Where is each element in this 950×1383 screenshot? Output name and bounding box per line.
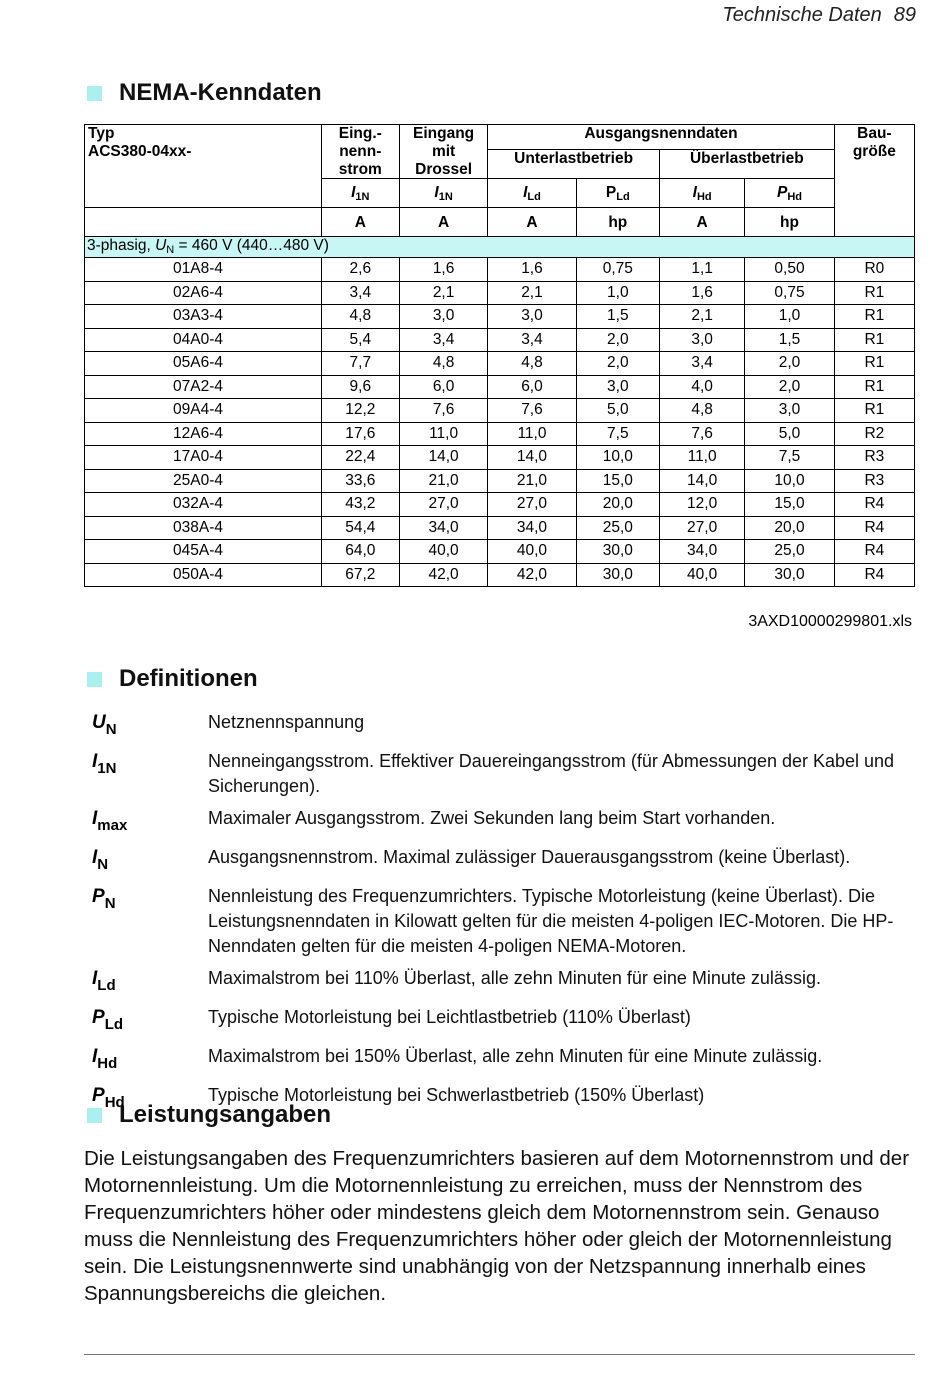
- row-type: 25A0-4: [85, 469, 322, 493]
- row-value: 14,0: [659, 469, 744, 493]
- row-value: 1,6: [659, 281, 744, 305]
- col-input-choke-label: Eingang mit Drossel: [413, 125, 475, 178]
- unit-cell: A: [488, 208, 576, 237]
- definition-item: [92, 710, 922, 742]
- sym-ild: [488, 179, 576, 208]
- col-frame-label: Bau-größe: [852, 125, 896, 160]
- row-value: 30,0: [576, 563, 659, 587]
- row-value: 14,0: [488, 446, 576, 470]
- sym-letter: I: [351, 183, 356, 201]
- definition-text: Ausgangsnennstrom. Maximal zulässiger Dauerausgangsstrom (keine Überlast).: [208, 847, 851, 867]
- row-type: 04A0-4: [85, 328, 322, 352]
- row-value: R1: [834, 375, 914, 399]
- group-suffix: = 460 V (440…480 V): [174, 237, 329, 255]
- table-row: [85, 305, 915, 329]
- definition-term: [92, 966, 208, 998]
- row-value: R3: [834, 469, 914, 493]
- row-value: 3,0: [488, 305, 576, 329]
- section-title-text: Leistungsangaben: [119, 1101, 332, 1128]
- row-value: 1,6: [488, 258, 576, 282]
- row-value: 1,0: [745, 305, 834, 329]
- sym-ihd: [659, 179, 744, 208]
- row-value: 1,0: [576, 281, 659, 305]
- header-title: Technische Daten: [722, 4, 882, 26]
- row-value: 42,0: [488, 563, 576, 587]
- row-value: 42,0: [399, 563, 487, 587]
- definition-text: Netznennspannung: [208, 712, 365, 732]
- row-value: R3: [834, 446, 914, 470]
- row-type: 07A2-4: [85, 375, 322, 399]
- row-value: 15,0: [745, 493, 834, 517]
- row-value: 7,6: [659, 422, 744, 446]
- row-type: 05A6-4: [85, 352, 322, 376]
- row-value: 0,50: [745, 258, 834, 282]
- definition-text: Typische Motorleistung bei Schwerlastbetrieb (150% Überlast): [208, 1085, 705, 1105]
- row-value: 0,75: [745, 281, 834, 305]
- definition-term: [92, 884, 208, 959]
- col-input-label: Eing.-nenn-strom: [338, 125, 382, 178]
- row-value: R4: [834, 540, 914, 564]
- footer-rule: [84, 1354, 915, 1355]
- row-value: 27,0: [659, 516, 744, 540]
- page-number: 89: [893, 4, 916, 26]
- row-value: R1: [834, 399, 914, 423]
- row-type: 045A-4: [85, 540, 322, 564]
- unit-cell: hp: [576, 208, 659, 237]
- definition-term: [92, 845, 208, 877]
- row-value: 2,0: [745, 352, 834, 376]
- row-value: 7,6: [399, 399, 487, 423]
- row-value: 64,0: [321, 540, 399, 564]
- row-value: 7,5: [576, 422, 659, 446]
- row-value: R4: [834, 563, 914, 587]
- group-sym-sub: N: [166, 244, 175, 257]
- definition-item: [92, 749, 922, 799]
- row-value: 3,0: [745, 399, 834, 423]
- sym-sub: Hd: [787, 190, 802, 203]
- row-value: 40,0: [659, 563, 744, 587]
- table-row: [85, 469, 915, 493]
- row-value: 11,0: [488, 422, 576, 446]
- row-value: 10,0: [745, 469, 834, 493]
- nema-table: [84, 124, 915, 587]
- row-value: 4,8: [659, 399, 744, 423]
- col-input-choke: [399, 125, 487, 179]
- definition-item: [92, 966, 922, 998]
- row-value: 40,0: [399, 540, 487, 564]
- row-value: 30,0: [745, 563, 834, 587]
- row-value: 25,0: [576, 516, 659, 540]
- row-value: 20,0: [576, 493, 659, 517]
- sym-letter: I: [523, 183, 528, 201]
- row-value: R4: [834, 516, 914, 540]
- sym-letter: I: [692, 183, 697, 201]
- file-reference: 3AXD10000299801.xls: [748, 613, 912, 630]
- definition-term: [92, 806, 208, 838]
- row-type: 032A-4: [85, 493, 322, 517]
- row-type: 01A8-4: [85, 258, 322, 282]
- col-typ-line2: ACS380-04xx-: [88, 142, 192, 160]
- term-symbol: P: [92, 886, 105, 907]
- term-subscript: N: [104, 895, 116, 912]
- term-symbol: I: [92, 847, 98, 868]
- term-symbol: I: [92, 808, 98, 829]
- row-value: 2,1: [399, 281, 487, 305]
- section-bullet-icon: [87, 672, 102, 687]
- row-value: R0: [834, 258, 914, 282]
- section-bullet-icon: [87, 1108, 102, 1123]
- sym-sub: Ld: [527, 190, 541, 203]
- term-subscript: 1N: [97, 760, 117, 777]
- row-value: 10,0: [576, 446, 659, 470]
- term-subscript: Ld: [104, 1016, 124, 1033]
- term-symbol: P: [92, 1007, 105, 1028]
- section-title-nema: [87, 79, 322, 107]
- table-row: [85, 563, 915, 587]
- row-value: 17,6: [321, 422, 399, 446]
- row-value: 27,0: [399, 493, 487, 517]
- definitions-list: [92, 710, 922, 1122]
- definition-term: [92, 710, 208, 742]
- section-title-text: NEMA-Kenndaten: [119, 79, 322, 106]
- row-value: 7,7: [321, 352, 399, 376]
- unit-cell: hp: [745, 208, 834, 237]
- term-subscript: N: [97, 856, 109, 873]
- term-subscript: Hd: [97, 1055, 118, 1072]
- term-subscript: Ld: [97, 977, 116, 994]
- section-title-leistung: [87, 1101, 331, 1129]
- row-value: 4,8: [399, 352, 487, 376]
- group-prefix: 3-phasig,: [87, 237, 156, 255]
- row-type: 02A6-4: [85, 281, 322, 305]
- row-value: 1,5: [745, 328, 834, 352]
- table-row: [85, 399, 915, 423]
- row-value: 4,8: [321, 305, 399, 329]
- row-value: 3,4: [488, 328, 576, 352]
- definition-text: Maximalstrom bei 110% Überlast, alle zehn Minuten für eine Minute zulässig.: [208, 968, 821, 988]
- table-row: [85, 516, 915, 540]
- section-bullet-icon: [87, 86, 102, 101]
- row-value: 1,1: [659, 258, 744, 282]
- row-value: R4: [834, 493, 914, 517]
- definition-item: [92, 884, 922, 959]
- row-value: 1,6: [399, 258, 487, 282]
- sym-letter: P: [605, 183, 617, 201]
- row-value: 6,0: [488, 375, 576, 399]
- leistung-paragraph: Die Leistungsangaben des Frequenzumrichters basieren auf dem Motornennstrom und der Motornennleistung. Um die Motornennleistung zu erreichen, muss der Nennstrom des Frequenzumrichters höher oder mindestens gleich dem Motornennstrom sein. Genauso muss die Nennleistung des Frequenzumrichters höher oder gleich der Motornennleistung sein. Die Leistungsnennwerte sind unabhängig von der Netzspannung innerhalb eines Spannungsbereichs die gleichen.: [84, 1147, 910, 1305]
- group-sym: U: [155, 237, 167, 255]
- table-row: [85, 328, 915, 352]
- row-value: R1: [834, 328, 914, 352]
- definition-term: [92, 749, 208, 799]
- col-output: Ausgangsnenndaten: [488, 125, 834, 150]
- row-value: 3,0: [659, 328, 744, 352]
- row-value: 67,2: [321, 563, 399, 587]
- col-input: [321, 125, 399, 179]
- typ-spacer: [85, 179, 322, 208]
- row-value: 22,4: [321, 446, 399, 470]
- definition-term: [92, 1044, 208, 1076]
- row-type: 050A-4: [85, 563, 322, 587]
- sym-i1n-a: [321, 179, 399, 208]
- row-value: 15,0: [576, 469, 659, 493]
- row-value: 3,4: [321, 281, 399, 305]
- table-row: [85, 258, 915, 282]
- sym-sub: Hd: [696, 190, 712, 203]
- term-symbol: I: [92, 751, 98, 772]
- row-value: 0,75: [576, 258, 659, 282]
- col-heavy: Überlastbetrieb: [659, 150, 834, 179]
- row-value: 34,0: [399, 516, 487, 540]
- row-type: 17A0-4: [85, 446, 322, 470]
- table-row: [85, 446, 915, 470]
- term-subscript: N: [105, 721, 117, 738]
- unit-cell: A: [399, 208, 487, 237]
- definition-text: Maximalstrom bei 150% Überlast, alle zehn Minuten für eine Minute zulässig.: [208, 1046, 823, 1066]
- row-value: R1: [834, 305, 914, 329]
- row-value: 11,0: [399, 422, 487, 446]
- row-value: 40,0: [488, 540, 576, 564]
- row-value: 33,6: [321, 469, 399, 493]
- row-value: 2,1: [488, 281, 576, 305]
- definition-item: [92, 806, 922, 838]
- row-value: 2,0: [576, 352, 659, 376]
- section-title-definitions: [87, 665, 258, 693]
- row-value: 3,0: [399, 305, 487, 329]
- row-value: 14,0: [399, 446, 487, 470]
- table-row: [85, 540, 915, 564]
- sym-sub: Ld: [616, 190, 630, 203]
- col-light: Unterlastbetrieb: [488, 150, 660, 179]
- row-type: 03A3-4: [85, 305, 322, 329]
- term-symbol: I: [92, 1046, 98, 1067]
- table-row: [85, 352, 915, 376]
- row-value: 34,0: [659, 540, 744, 564]
- definition-item: [92, 1005, 922, 1037]
- col-frame: [834, 125, 914, 237]
- row-value: 9,6: [321, 375, 399, 399]
- table-row: [85, 422, 915, 446]
- row-type: 12A6-4: [85, 422, 322, 446]
- section-title-text: Definitionen: [119, 665, 258, 692]
- row-value: 20,0: [745, 516, 834, 540]
- row-value: 34,0: [488, 516, 576, 540]
- row-value: 2,1: [659, 305, 744, 329]
- row-value: 43,2: [321, 493, 399, 517]
- unit-cell: A: [321, 208, 399, 237]
- table-row: [85, 375, 915, 399]
- term-symbol: P: [92, 1085, 105, 1106]
- definition-item: [92, 1044, 922, 1076]
- row-value: 7,6: [488, 399, 576, 423]
- group-row-label: [85, 237, 915, 258]
- definition-text: Nennleistung des Frequenzumrichters. Typische Motorleistung (keine Überlast). Die Leistungsnenndaten in Kilowatt gelten für die meisten 4-poligen IEC-Motoren. Die HP-Nenndaten gelten für die meisten 4-poligen NEMA-Motoren.: [208, 886, 894, 956]
- row-value: 3,4: [399, 328, 487, 352]
- row-value: 5,4: [321, 328, 399, 352]
- sym-phd: [745, 179, 834, 208]
- definition-term: [92, 1005, 208, 1037]
- row-value: 4,8: [488, 352, 576, 376]
- row-value: R1: [834, 281, 914, 305]
- sym-pld: [576, 179, 659, 208]
- row-value: 11,0: [659, 446, 744, 470]
- row-value: 21,0: [488, 469, 576, 493]
- col-typ: [85, 125, 322, 179]
- row-value: 25,0: [745, 540, 834, 564]
- row-value: 27,0: [488, 493, 576, 517]
- table-row: [85, 281, 915, 305]
- row-value: 21,0: [399, 469, 487, 493]
- term-subscript: max: [97, 817, 128, 834]
- term-symbol: I: [92, 968, 98, 989]
- row-value: 4,0: [659, 375, 744, 399]
- page-header: [722, 4, 916, 27]
- row-value: R1: [834, 352, 914, 376]
- row-value: 5,0: [576, 399, 659, 423]
- term-subscript: Hd: [104, 1094, 125, 1111]
- row-value: 3,4: [659, 352, 744, 376]
- row-value: 6,0: [399, 375, 487, 399]
- typ-spacer-2: [85, 208, 322, 237]
- row-type: 09A4-4: [85, 399, 322, 423]
- row-value: 1,5: [576, 305, 659, 329]
- row-value: 12,2: [321, 399, 399, 423]
- row-value: 5,0: [745, 422, 834, 446]
- row-value: 3,0: [576, 375, 659, 399]
- row-value: 2,0: [745, 375, 834, 399]
- definition-text: Typische Motorleistung bei Leichtlastbetrieb (110% Überlast): [208, 1007, 691, 1027]
- row-value: 2,0: [576, 328, 659, 352]
- row-value: 2,6: [321, 258, 399, 282]
- row-value: 7,5: [745, 446, 834, 470]
- table-row: [85, 493, 915, 517]
- sym-i1n-b: [399, 179, 487, 208]
- definition-text: Nenneingangsstrom. Effektiver Dauereingangsstrom (für Abmessungen der Kabel und Sicherungen).: [208, 751, 895, 796]
- row-value: 12,0: [659, 493, 744, 517]
- row-value: R2: [834, 422, 914, 446]
- row-value: 54,4: [321, 516, 399, 540]
- row-type: 038A-4: [85, 516, 322, 540]
- sym-letter: I: [434, 183, 439, 201]
- sym-sub: 1N: [355, 190, 370, 203]
- col-typ-line1: Typ: [88, 125, 115, 142]
- unit-cell: A: [659, 208, 744, 237]
- definition-item: [92, 845, 922, 877]
- term-symbol: U: [92, 712, 106, 733]
- sym-sub: 1N: [438, 190, 453, 203]
- sym-letter: P: [776, 183, 788, 201]
- row-value: 30,0: [576, 540, 659, 564]
- definition-text: Maximaler Ausgangsstrom. Zwei Sekunden lang beim Start vorhanden.: [208, 808, 776, 828]
